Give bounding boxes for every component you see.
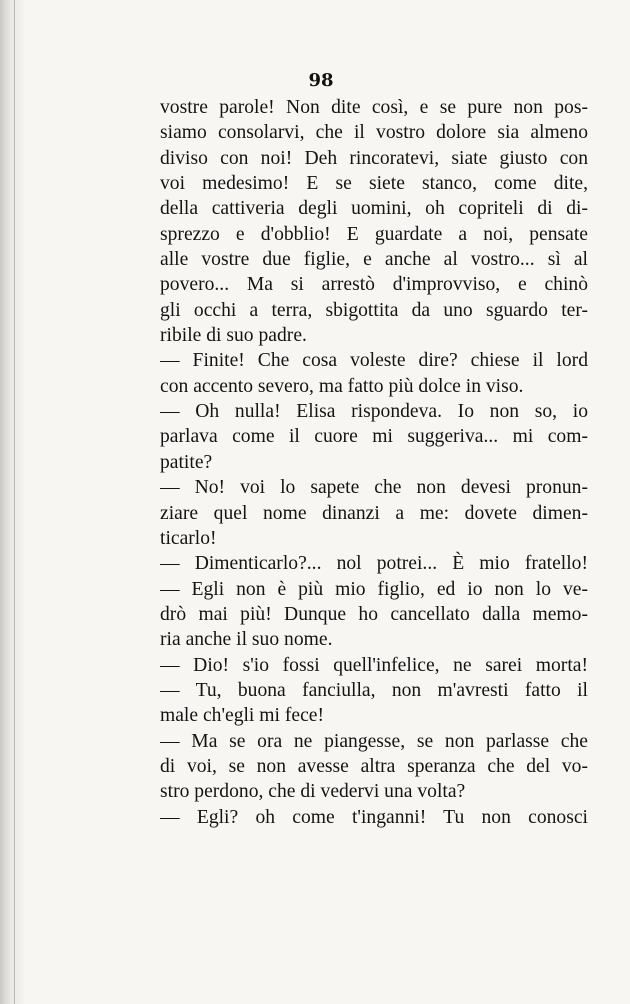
- text-line: — Oh nulla! Elisa rispondeva. Io non so, io: [160, 401, 588, 423]
- text-line: — Egli non è più mio figlio, ed io non lo ve-: [160, 578, 588, 600]
- text-line: — Tu, buona fanciulla, non m'avresti fatto il: [160, 679, 588, 701]
- text-line: ticarlo!: [160, 527, 217, 549]
- text-line: alle vostre due figlie, e anche al vostro... sì al: [160, 249, 588, 271]
- text-line: povero... Ma si arrestò d'improvviso, e chinò: [160, 274, 588, 296]
- text-line: ziare quel nome dinanzi a me: dovete dimen-: [160, 502, 588, 524]
- text-line: — Egli? oh come t'inganni! Tu non conosci: [160, 806, 588, 828]
- text-line: sprezzo e d'obblio! E guardate a noi, pensate: [160, 223, 588, 245]
- text-line: con accento severo, ma fatto più dolce in viso.: [160, 375, 524, 397]
- text-line: ribile di suo padre.: [160, 325, 307, 347]
- text-line: diviso con noi! Deh rincoratevi, siate giusto con: [160, 147, 588, 169]
- text-line: siamo consolarvi, che il vostro dolore sia almeno: [160, 122, 588, 144]
- text-line: parlava come il cuore mi suggeriva... mi com-: [160, 426, 588, 448]
- page-text: [160, 95, 588, 830]
- text-line: voi medesimo! E se siete stanco, come dite,: [160, 173, 588, 195]
- text-line: gli occhi a terra, sbigottita da uno sguardo ter-: [160, 299, 588, 321]
- text-line: — Dio! s'io fossi quell'infelice, ne sarei morta!: [160, 654, 588, 676]
- text-line: — No! voi lo sapete che non devesi pronun-: [160, 477, 588, 499]
- text-line: drò mai più! Dunque ho cancellato dalla memo-: [160, 603, 588, 625]
- page-number: 98: [308, 70, 334, 91]
- text-line: — Dimenticarlo?... nol potrei... È mio fratello!: [160, 553, 588, 575]
- text-line: male ch'egli mi fece!: [160, 705, 325, 727]
- text-line: — Finite! Che cosa voleste dire? chiese il lord: [160, 350, 588, 372]
- text-line: stro perdono, che di vedervi una volta?: [160, 781, 466, 803]
- text-line: vostre parole! Non dite così, e se pure non pos-: [160, 97, 588, 118]
- text-line: di voi, se non avesse altra speranza che del vo-: [160, 755, 588, 777]
- text-line: patite?: [160, 451, 213, 473]
- text-line: ria anche il suo nome.: [160, 629, 333, 651]
- text-line: della cattiveria degli uomini, oh copriteli di di-: [160, 198, 588, 220]
- text-line: — Ma se ora ne piangesse, se non parlasse che: [160, 730, 588, 752]
